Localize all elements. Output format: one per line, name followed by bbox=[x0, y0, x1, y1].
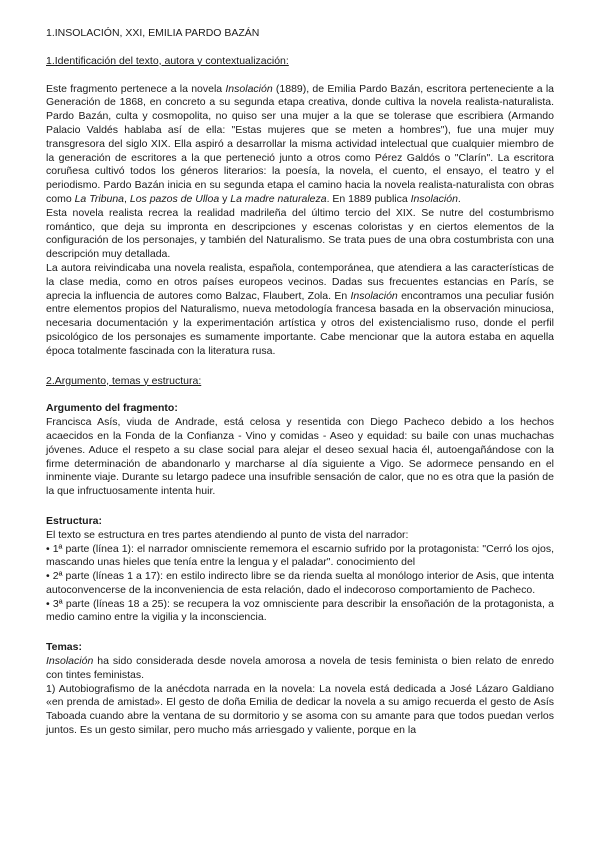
section1-heading: 1.Identificación del texto, autora y contextualización: bbox=[46, 54, 289, 67]
text-run: y bbox=[219, 192, 231, 205]
text-run: (1889), de Emilia Pardo Bazán, escritora perteneciente a la Generación de 1868, en concreto a su segunda etapa creativa, donde cultiva la novela realista-naturalista. Pardo Bazán, culta y cosmopolita, no quiso ser una mujer a la que se tolerase que escribiera (Armando Palacio Valdés hablaba así de ella: "Estas mujeres que se meten a hombres"), fue una mujer muy transgresora del siglo XIX. Ella aspiró a desarrollar la misma actividad intelectual que cualquier miembro de la generación de escritores a la que perteneció junto a otros como Pérez Galdós o "Clarín". La escritora coruñesa cultivó todos los géneros literarios: la poesía, la novela, el cuento, el ensayo, el teatro y el periodismo. Pardo Bazán inicia en su segunda etapa el camino hacia la novela realista-naturalista con obras como bbox=[46, 82, 554, 205]
argumento-paragraph: Francisca Asís, viuda de Andrade, está celosa y resentida con Diego Pacheco debido a los hechos acaecidos en la Fonda de la Confianza - Vino y comidas - Aseo y equidad: su baile con unas muchachas jóvenes. Aduce el respeto a su clase social para alejar el deseo sexual hacia él, autoengañándose con la firme determinación de abandonarlo y marcharse al día siguiente a Vigo. Se adormece pensando en el inminente viaje. Durante su letargo padece una insufrible sensación de calor, que no es otra que la pasión de la que infructuosamente intenta huir. bbox=[46, 416, 554, 498]
text-run: Este fragmento pertenece a la novela bbox=[46, 82, 226, 95]
section1-paragraph-2: Esta novela realista recrea la realidad madrileña del último tercio del XIX. Se nutre del costumbrismo romántico, que deja su impronta en descripciones y escenas coloristas y en ciertos elementos de la configuración de los personajes, y también del Naturalismo. Se trata pues de una obra costumbrista con una descripción muy detallada. bbox=[46, 206, 554, 261]
estructura-bullet-2: • 2ª parte (líneas 1 a 17): en estilo indirecto libre se da rienda suelta al monólogo interior de Asis, que intenta autoconvencerse de la inconveniencia de esta relación, dado el indecoroso comportamiento de Pacheco. bbox=[46, 570, 554, 596]
italic-title: Insolación bbox=[410, 192, 458, 205]
text-run: . bbox=[457, 192, 461, 205]
argumento-heading: Argumento del fragmento: bbox=[46, 402, 178, 415]
estructura-bullet-3: • 3ª parte (líneas 18 a 25): se recupera la voz omnisciente para describir la ensoñación de la protagonista, a medio camino entre la vigilia y la inconsciencia. bbox=[46, 597, 554, 624]
text-run: , bbox=[124, 192, 130, 205]
text-run: La autora reivindicaba una novela realista, española, contemporánea, que atendiera a las características de la clase media, como en otros países europeos vecinos. Dadas sus frecuentes estancias en París, se aprecia la influencia de autores como Balzac, Flaubert, Zola. En bbox=[46, 261, 554, 302]
estructura-heading: Estructura: bbox=[46, 514, 103, 527]
text-run: ha sido considerada desde novela amorosa a novela de tesis feminista o bien relato de enredo con tintes feministas. bbox=[46, 655, 554, 681]
italic-title: La madre naturaleza bbox=[230, 192, 327, 205]
section1-paragraph-3 bbox=[46, 262, 554, 359]
italic-title: Los pazos de Ulloa bbox=[129, 192, 220, 205]
italic-title: La Tribuna bbox=[74, 192, 125, 205]
italic-title: Insolación bbox=[350, 289, 398, 302]
text-run: encontramos una peculiar fusión entre elementos propios del Naturalismo, nueva metodología francesa basada en la observación minuciosa, necesaria documentación y la experimentación artística y otros del existencialismo ruso, donde el perfil psicológico de los personajes es sumamente importante. Cabe mencionar que la autora estaba en aquella época totalmente fascinada con la literatura rusa. bbox=[46, 289, 554, 357]
italic-title: Insolación bbox=[225, 82, 273, 95]
temas-paragraph-2: 1) Autobiografismo de la anécdota narrada en la novela: La novela está dedicada a José Lázaro Galdiano «en prenda de amistad». El gesto de doña Emilia de dedicar la novela a su amigo recuerda el gesto de Asís Taboada cuando abre la ventana de su dormitorio y se asoma con su amante para que todos puedan verlos juntos. Es un gesto similar, pero mucho más arriesgado y valiente, porque en la bbox=[46, 682, 554, 737]
temas-heading: Temas: bbox=[46, 641, 82, 654]
section2-heading: 2.Argumento, temas y estructura: bbox=[46, 374, 202, 387]
text-run: . En 1889 publica bbox=[326, 192, 411, 205]
italic-title: Insolación bbox=[46, 655, 94, 668]
temas-paragraph-1 bbox=[46, 655, 554, 683]
document-title: 1.INSOLACIÓN, XXI, EMILIA PARDO BAZÁN bbox=[46, 27, 260, 39]
section1-paragraph-1 bbox=[46, 83, 554, 207]
estructura-bullet-1: • 1ª parte (línea 1): el narrador omnisciente rememora el escarnio sufrido por la protagonista: "Cerró los ojos, mascando unas hieles que tenía entre la lengua y el paladar". conocimiento del bbox=[46, 542, 554, 569]
estructura-intro: El texto se estructura en tres partes atendiendo al punto de vista del narrador: bbox=[46, 528, 409, 541]
